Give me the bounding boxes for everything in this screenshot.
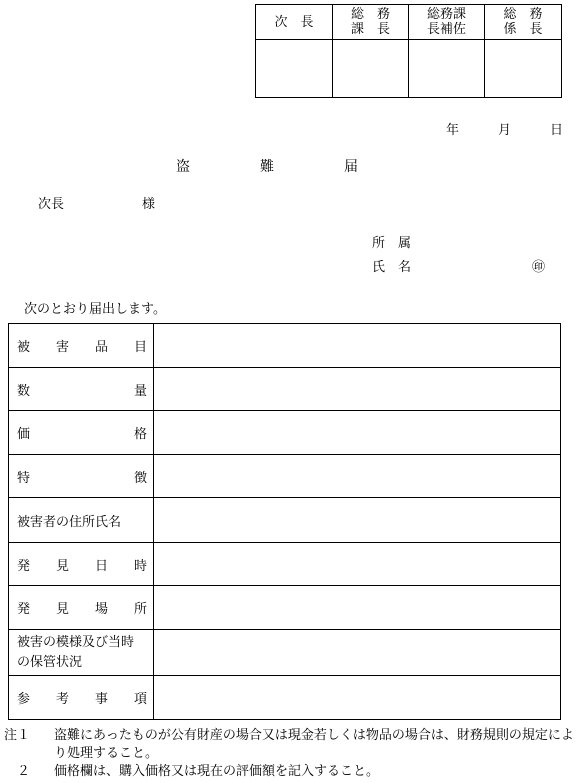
approval-header-label: 次 長 [274, 14, 314, 30]
approval-header-kakaricho [485, 5, 562, 40]
note-text: 価格欄は、購入価格又は現在の評価額を記入すること。 [54, 764, 380, 779]
theft-report-form [8, 323, 561, 720]
addressee: 次長 様 [38, 197, 156, 212]
value-field-kakaku[interactable] [154, 411, 561, 455]
value-field-hakken-nichiji[interactable] [154, 543, 561, 586]
notes [4, 727, 584, 781]
row-label: 被害の模様及び当時の保管状況 [17, 634, 135, 670]
value-field-tokucho[interactable] [154, 455, 561, 498]
row-label: 価 格 [17, 427, 147, 442]
form-row [9, 498, 561, 543]
label-cell [9, 498, 154, 543]
approval-stamp-box[interactable] [485, 40, 562, 98]
name-label: 氏 名 [372, 260, 412, 275]
label-cell [9, 586, 154, 630]
document-title: 盗 難 届 [176, 159, 358, 175]
note-item [4, 727, 584, 763]
form-row [9, 630, 561, 676]
approval-header-label: 総 務 課 長 [350, 7, 390, 37]
form-row [9, 543, 561, 586]
approval-header-label: 総 務 係 長 [503, 7, 543, 37]
row-label: 被 害 品 目 [17, 340, 147, 355]
form-row [9, 676, 561, 720]
note-text: 盗難にあったものが公有財産の場合又は現金若しくは物品の場合は、財務規則の規定により処理すること。 [54, 728, 574, 761]
label-cell [9, 543, 154, 586]
row-label: 発 見 日 時 [17, 558, 147, 574]
label-cell [9, 630, 154, 676]
note-item [4, 763, 584, 781]
label-cell [9, 411, 154, 455]
form-row [9, 586, 561, 630]
form-row [9, 368, 561, 411]
date-line: 年 月 日 [446, 123, 564, 138]
approval-stamp-table [255, 4, 562, 98]
approval-header-kacho-hosa [409, 5, 485, 40]
approval-header-soumu-kacho [333, 5, 409, 40]
value-field-higai-hinmoku[interactable] [154, 324, 561, 368]
form-row [9, 324, 561, 368]
row-label: 特 徴 [17, 470, 147, 486]
form-row [9, 411, 561, 455]
affiliation-label: 所 属 [372, 236, 412, 251]
value-field-sanko-jiko[interactable] [154, 676, 561, 720]
note-number: 注１ [4, 728, 31, 743]
approval-header-jicho [256, 5, 333, 40]
form-row [9, 455, 561, 498]
approval-header-label: 総務課 長補佐 [426, 7, 466, 37]
row-label: 発 見 場 所 [17, 602, 147, 617]
approval-stamp-box[interactable] [333, 40, 409, 98]
row-label: 参 考 事 項 [17, 692, 147, 707]
label-cell [9, 368, 154, 411]
value-field-suryo[interactable] [154, 368, 561, 411]
label-cell [9, 676, 154, 720]
label-cell [9, 324, 154, 368]
seal-mark: ㊞ [532, 260, 546, 275]
approval-stamp-box[interactable] [256, 40, 333, 98]
value-field-mojo[interactable] [154, 630, 561, 676]
note-number: ２ [4, 764, 31, 779]
label-cell [9, 455, 154, 498]
value-field-hakken-basho[interactable] [154, 586, 561, 630]
approval-stamp-box[interactable] [409, 40, 485, 98]
row-label: 数 量 [17, 383, 147, 399]
value-field-higaisha[interactable] [154, 498, 561, 543]
row-label: 被害者の住所氏名 [17, 514, 122, 530]
intro-text: 次のとおり届出します。 [24, 302, 166, 317]
